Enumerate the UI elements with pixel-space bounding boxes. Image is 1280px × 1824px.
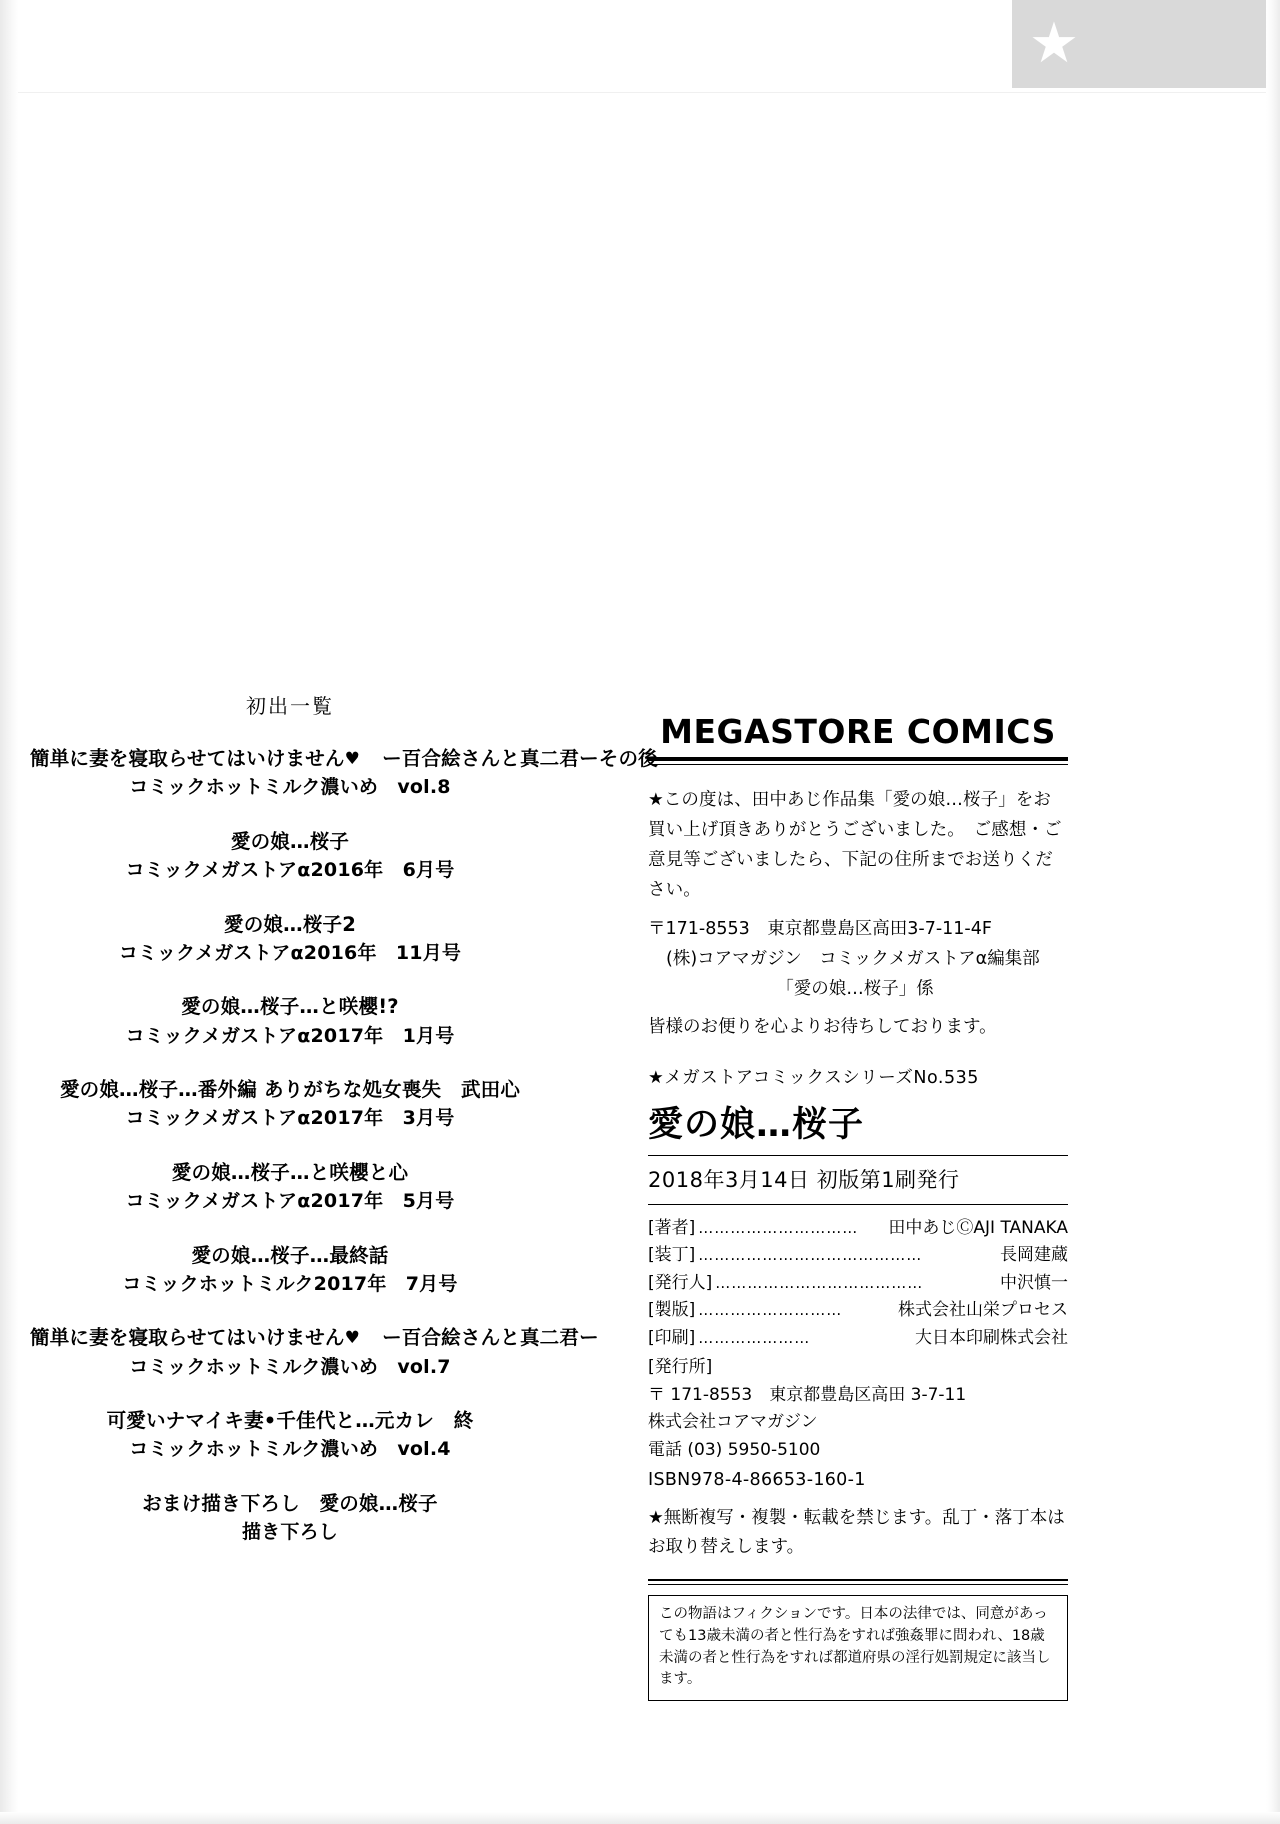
entry-title: 愛の娘…桜子…と咲櫻と心 (171, 1160, 409, 1184)
list-item (30, 1076, 550, 1133)
footer-divider-thin (648, 1584, 1068, 1585)
entry-source: コミックホットミルク2017年 7月号 (122, 1272, 458, 1295)
entry-title: 愛の娘…桜子…と咲櫻!? (181, 995, 399, 1019)
credit-dots: ………………… (698, 1328, 811, 1347)
publisher-line-2: 株式会社コアマガジン (648, 1412, 818, 1433)
entry-title: 愛の娘…桜子2 (224, 912, 356, 936)
credit-row (648, 1297, 1068, 1325)
entry-title-post: ー百合絵さんと真二君ー (382, 1326, 599, 1350)
address-line-1: 〒171-8553 東京都豊島区高田3-7-11-4F (648, 919, 992, 940)
credits-list (648, 1215, 1068, 1353)
entry-source: コミックホットミルク濃いめ vol.4 (129, 1438, 451, 1461)
first-appearance-section (30, 690, 658, 1573)
list-item (30, 1242, 550, 1299)
list-item (30, 1324, 599, 1381)
list-item (30, 1159, 550, 1216)
brand-divider-thin (648, 764, 1068, 765)
brand-divider-thick (648, 757, 1068, 761)
credit-value: 長岡建蔵 (1000, 1245, 1068, 1266)
credit-value: 田中あじⒸAJI TANAKA (888, 1217, 1068, 1238)
publisher-block (648, 1354, 1068, 1464)
publication-date: 2018年3月14日 初版第1刷発行 (648, 1167, 960, 1192)
entry-title-pre: 簡単に妻を寝取らせてはいけません (30, 747, 345, 770)
entry-source: コミックメガストアα2016年 6月号 (125, 859, 455, 882)
credit-label: [印刷] (648, 1327, 696, 1348)
credit-dots: ……………………… (698, 1301, 843, 1320)
credit-dots: ………………………………… (715, 1273, 924, 1292)
entry-title (30, 745, 658, 773)
copyright-notice: ★無断複写・複製・転載を禁じます。乱丁・落丁本はお取り替えします。 (648, 1508, 1065, 1557)
isbn: ISBN978-4-86653-160-1 (648, 1470, 866, 1491)
entry-title: 愛の娘…桜子…最終話 (191, 1243, 389, 1267)
entry-source: 描き下ろし (241, 1521, 338, 1544)
publisher-brand: MEGASTORE COMICS (660, 712, 1056, 751)
address-line-3: 「愛の娘…桜子」係 (776, 978, 934, 999)
credit-label: [製版] (648, 1300, 696, 1321)
entry-source: コミックホットミルク濃いめ vol.8 (129, 776, 451, 799)
credit-label: [発行人] (648, 1272, 713, 1293)
publisher-line-1: 〒 171-8553 東京都豊島区高田 3-7-11 (648, 1384, 967, 1405)
credit-value: 中沢慎一 (1000, 1272, 1068, 1293)
closing-message: 皆様のお便りを心よりお待ちしております。 (648, 1016, 997, 1037)
editorial-address (648, 915, 1068, 1004)
legal-disclaimer: この物語はフィクションです。日本の法律では、同意があっても13歳未満の者と性行為をすれば強姦罪に問われ、18歳未満の者と性行為をすれば都道府県の淫行処罰規定に該当します。 (648, 1595, 1068, 1701)
entry-title: 可愛いナマイキ妻•千佳代と…元カレ 終 (106, 1409, 474, 1433)
entry-title-post: ー百合絵さんと真二君ーその後 (382, 747, 658, 770)
book-title: 愛の娘…桜子 (648, 1104, 865, 1145)
entry-source: コミックメガストアα2017年 1月号 (125, 1024, 455, 1047)
list-item (30, 745, 658, 802)
address-line-2: (株)コアマガジン コミックメガストアα編集部 (666, 949, 1040, 970)
star-icon: ★ (1028, 11, 1080, 76)
list-item (30, 1490, 550, 1547)
heart-icon: ♥ (344, 1328, 361, 1349)
thanks-message: ★この度は、田中あじ作品集「愛の娘…桜子」をお買い上げ頂きありがとうございました。 ご感想・ご意見等ございましたら、下記の住所までお送りください。 (648, 790, 1062, 901)
entry-title (30, 1324, 599, 1352)
series-number: ★メガストアコミックスシリーズNo.535 (648, 1067, 979, 1088)
list-item (30, 993, 550, 1050)
list-item (30, 1407, 550, 1464)
page-edge-bottom (0, 1812, 1280, 1824)
entry-title: 愛の娘…桜子…番外編 ありがちな処女喪失 武田心 (59, 1078, 521, 1102)
publisher-label: [発行所] (648, 1357, 713, 1378)
title-divider (648, 1155, 1068, 1156)
credit-value: 大日本印刷株式会社 (915, 1327, 1068, 1348)
entry-title-pre: 簡単に妻を寝取らせてはいけません (30, 1326, 345, 1350)
credit-row (648, 1325, 1068, 1353)
entry-source: コミックメガストアα2016年 11月号 (118, 941, 462, 964)
colophon-section (648, 712, 1068, 1701)
credit-label: [装丁] (648, 1245, 696, 1266)
publisher-line-3: 電話 (03) 5950-5100 (648, 1439, 821, 1460)
credit-row (648, 1242, 1068, 1270)
heart-icon: ♥ (344, 749, 361, 769)
credit-dots: …………………………………… (698, 1246, 923, 1265)
entry-title: おまけ描き下ろし 愛の娘…桜子 (142, 1491, 438, 1515)
credit-dots: ………………………… (698, 1218, 859, 1237)
entry-title: 愛の娘…桜子 (230, 829, 350, 853)
credit-value: 株式会社山栄プロセス (898, 1300, 1068, 1321)
entry-source: コミックメガストアα2017年 5月号 (125, 1190, 455, 1213)
page-edge-right (1266, 0, 1280, 1824)
footer-divider-thick (648, 1579, 1068, 1581)
credit-row (648, 1270, 1068, 1298)
entry-source: コミックメガストアα2017年 3月号 (125, 1107, 455, 1130)
page-edge-left (0, 0, 18, 1824)
credits-divider (648, 1204, 1068, 1205)
entry-source: コミックホットミルク濃いめ vol.7 (129, 1355, 451, 1378)
credit-row (648, 1215, 1068, 1243)
first-appearance-heading: 初出一覧 (246, 694, 334, 718)
list-item (30, 911, 550, 968)
list-item (30, 828, 550, 885)
credit-label: [著者] (648, 1217, 696, 1238)
